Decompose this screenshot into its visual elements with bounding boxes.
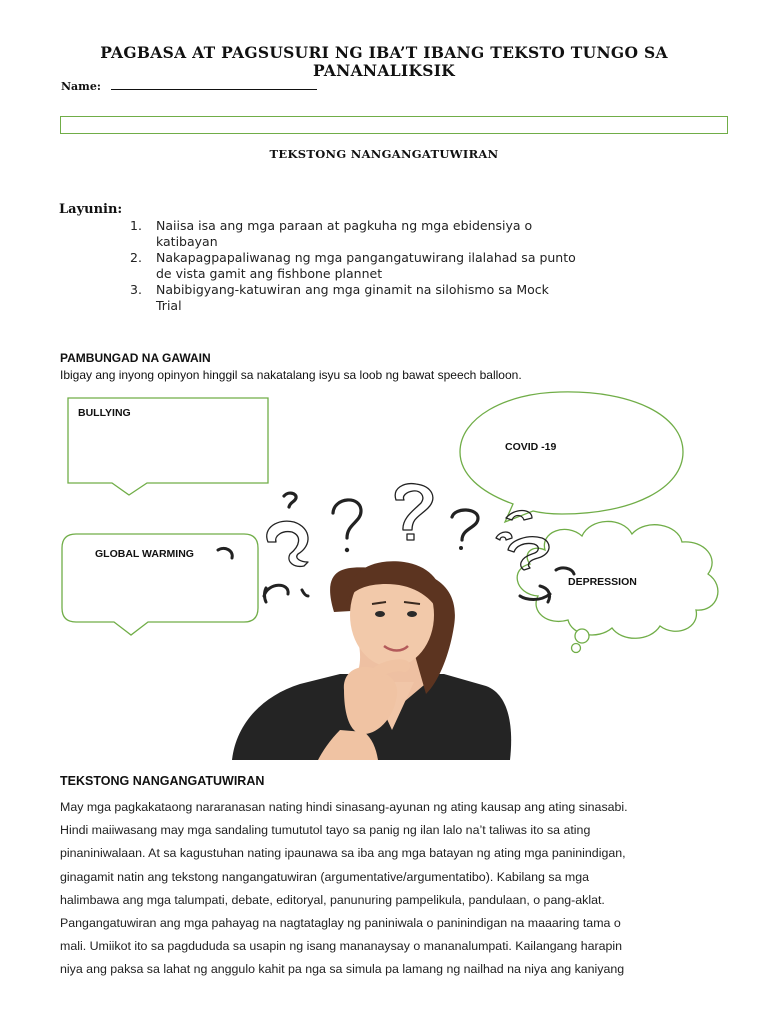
reading-paragraph [60,796,732,982]
bullying-label: BULLYING [78,407,131,419]
question-mark [267,521,308,566]
reading-heading: TEKSTONG NANGANGATUWIRAN [60,774,265,788]
paragraph-line: halimbawa ang mga talumpati, debate, editoryal, panunuring pampelikula, pandulaan, o pang-aklat. [60,892,605,907]
section-title: TEKSTONG NANGANGATUWIRAN [269,147,499,161]
woman-thinking-image [232,561,511,760]
speech-balloon-illustration [0,390,768,760]
global-warming-label: GLOBAL WARMING [95,548,194,560]
question-mark [284,493,296,507]
depression-label: DEPRESSION [568,576,637,588]
objectives-label: Layunin: [59,202,123,217]
question-mark [333,500,361,538]
covid-label: COVID -19 [505,441,557,453]
list-item: 1. Naiisa isa ang mga paraan at pagkuha ng mga ebidensiya o katibayan [130,218,533,249]
paragraph-line: May mga pagkakataong nararanasan nating hindi sinasang-ayunan ng ating kausap ang ating sinasabi. [60,800,628,814]
name-label: Name: [61,80,101,93]
activity-heading: PAMBUNGAD NA GAWAIN [60,351,211,365]
list-item: 2. Nakapagpapaliwanag ng mga pangangatuwirang ilalahad sa punto de vista gamit ang fishbone plannet [130,250,576,281]
paragraph-line: niya ang paksa sa lahat ng anggulo kahit pa nga sa simula pa lamang ng nailhad na niya ang kaniyang [60,962,625,977]
paragraph-line: Pangangatuwiran ang mga pahayag na nagtataglay ng paniniwala o paninindigan na maaaring tama o [60,916,621,931]
question-mark [395,484,433,530]
covid-balloon [460,392,683,522]
list-item: 3. Nabibigyang-katuwiran ang mga ginamit na silohismo sa Mock Trial [130,282,549,313]
document-title: PAGBASA AT PAGSUSURI NG IBA’T IBANG TEKSTO TUNGO SA PANANALIKSIK [100,43,668,80]
name-row [61,79,317,93]
question-mark [452,510,478,540]
paragraph-line: Hindi maiiwasang may mga sandaling tumututol tayo sa panig ng ilan lalo na’t taliwas ito sa ating [60,823,591,838]
header-green-box [60,116,728,134]
question-mark [264,585,288,596]
paragraph-line: pinaniniwalaan. At sa kagustuhan nating ipaunawa sa iba ang mga batayan ng ating mga paninindigan, [60,846,626,861]
objectives-list [130,218,690,314]
question-mark [496,532,512,540]
activity-instruction: Ibigay ang inyong opinyon hinggil sa nakatalang isyu sa loob ng bawat speech balloon. [60,368,522,382]
paragraph-line: mali. Umiikot ito sa pagdududa sa usapin ng isang mananaysay o mananalumpati. Kailangang harapin [60,939,623,954]
name-field[interactable] [111,79,317,90]
paragraph-line: ginagamit natin ang tekstong nangangatuwiran (argumentative/argumentatibo). Kabilang sa mga [60,869,590,884]
